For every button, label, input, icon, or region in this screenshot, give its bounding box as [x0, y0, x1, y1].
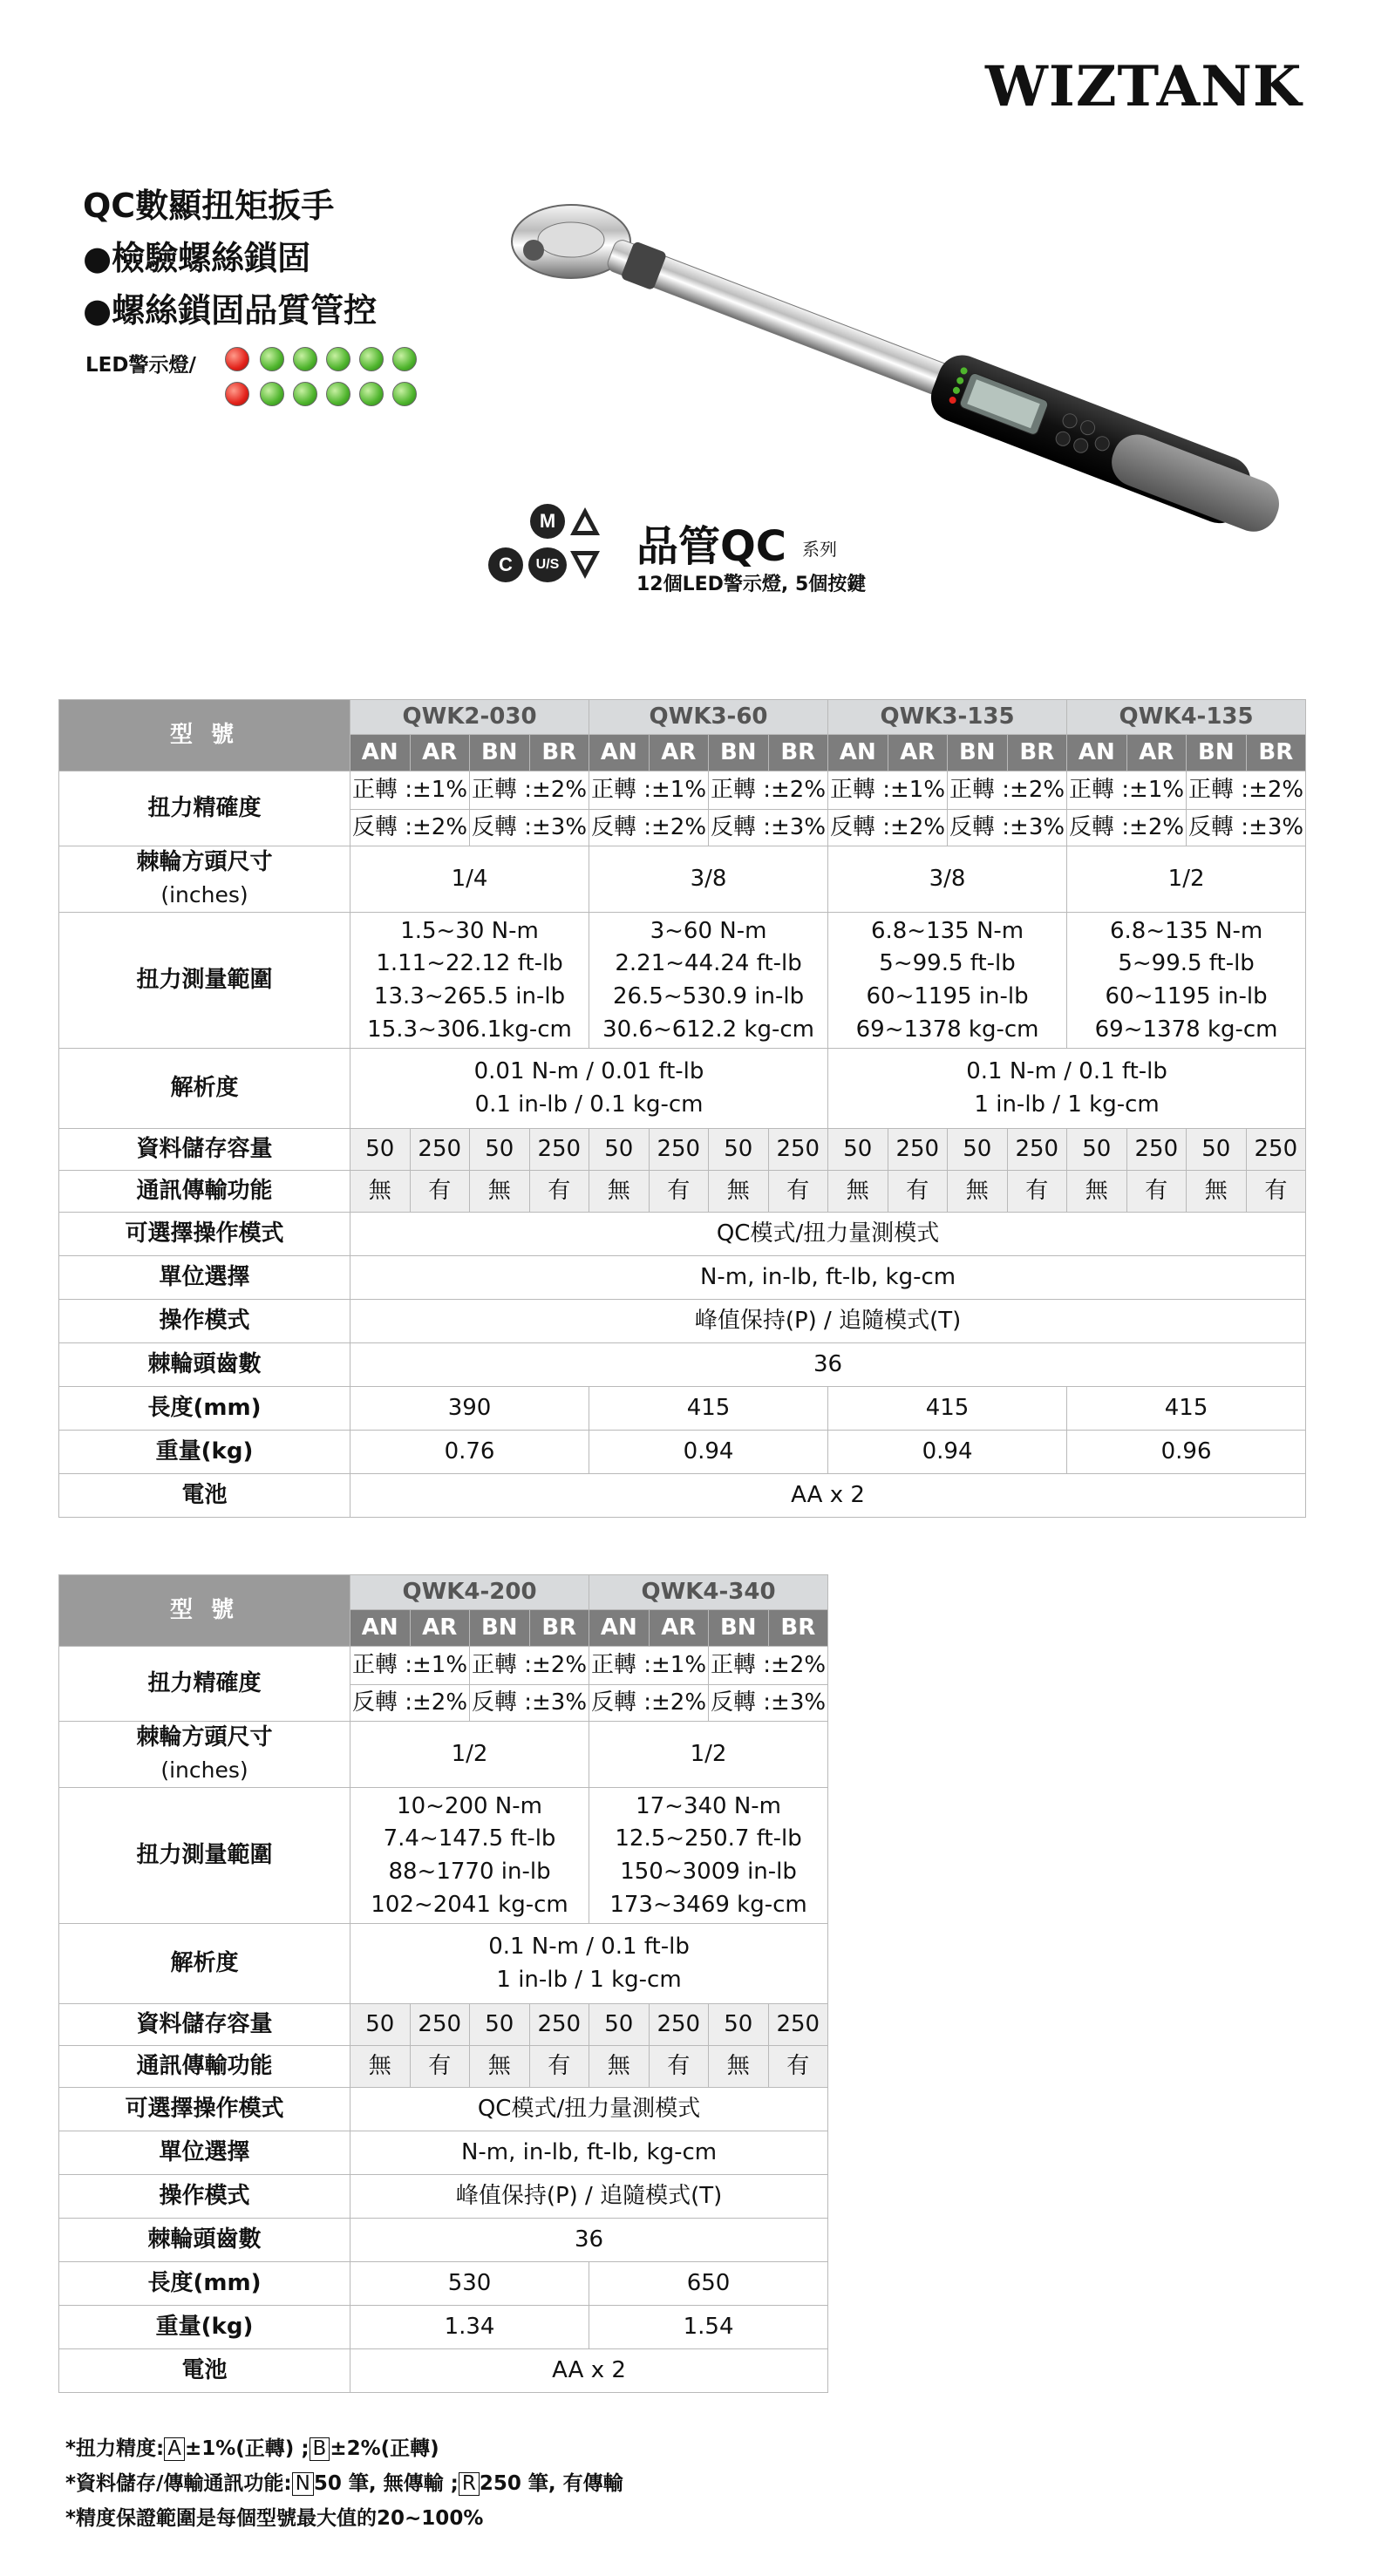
memory-cell: 250	[410, 2004, 470, 2046]
range-value: 3~60 N-m	[650, 917, 767, 944]
range-value: 1.11~22.12 ft-lb	[376, 950, 563, 977]
code-box: R	[459, 2472, 480, 2496]
memory-cell: 50	[350, 1129, 411, 1171]
resolution-cell	[350, 1924, 828, 2004]
model-header: 型 號	[59, 1575, 350, 1647]
variant-code: BR	[529, 1610, 589, 1647]
accuracy-cell: 反轉 :±2%	[350, 1685, 470, 1722]
row-label-drive-text: 棘輪方頭尺寸	[136, 1724, 273, 1750]
range-cell	[350, 1788, 589, 1924]
range-value: 1.5~30 N-m	[400, 917, 539, 944]
variant-code: BN	[470, 735, 530, 771]
range-value: 17~340 N-m	[636, 1792, 781, 1819]
range-value: 30.6~612.2 kg-cm	[602, 1016, 814, 1043]
accuracy-cell: 反轉 :±2%	[350, 810, 470, 846]
range-cell	[828, 913, 1067, 1049]
torque-wrench-image	[488, 187, 1369, 623]
code-box: A	[164, 2437, 185, 2461]
model-name: QWK4-200	[350, 1575, 589, 1610]
comm-cell: 無	[1187, 1171, 1247, 1213]
variant-code: AN	[589, 1610, 650, 1647]
row-label-op-mode: 操作模式	[59, 2175, 350, 2219]
variant-code: AR	[1126, 735, 1187, 771]
green-led-icon	[326, 347, 350, 371]
up-arrow-icon	[568, 506, 602, 537]
weight-cell: 1.34	[350, 2306, 589, 2349]
comm-cell: 有	[888, 1171, 948, 1213]
memory-cell: 250	[410, 1129, 470, 1171]
comm-cell: 有	[410, 1171, 470, 1213]
footnote-text: 250 筆, 有傳輸	[479, 2472, 623, 2495]
row-label-resolution: 解析度	[59, 1049, 350, 1129]
footnote-range: *精度保證範圍是每個型號最大值的20~100%	[65, 2507, 484, 2530]
us-button-icon: U/S	[528, 547, 567, 582]
accuracy-cell: 正轉 :±1%	[350, 771, 470, 810]
memory-cell: 50	[589, 1129, 650, 1171]
model-header: 型 號	[59, 700, 350, 771]
row-label-teeth: 棘輪頭齒數	[59, 2219, 350, 2262]
code-box: N	[292, 2472, 314, 2496]
accuracy-cell: 正轉 :±2%	[470, 1647, 589, 1685]
memory-cell: 50	[948, 1129, 1008, 1171]
model-name: QWK4-135	[1067, 700, 1306, 735]
footnote-text: *扭力精度:	[65, 2437, 165, 2460]
spec-table-1	[58, 699, 1306, 1518]
variant-code: AR	[410, 735, 470, 771]
memory-cell: 50	[828, 1129, 888, 1171]
resolution-value: 1 in-lb / 1 kg-cm	[496, 1966, 682, 1993]
variant-code: AR	[888, 735, 948, 771]
range-value: 69~1378 kg-cm	[855, 1016, 1039, 1043]
memory-cell: 250	[649, 2004, 709, 2046]
accuracy-cell: 反轉 :±3%	[1187, 810, 1306, 846]
row-label-units: 單位選擇	[59, 2131, 350, 2175]
memory-cell: 250	[768, 1129, 828, 1171]
weight-cell: 0.76	[350, 1431, 589, 1474]
comm-cell: 有	[649, 2046, 709, 2088]
accuracy-cell: 正轉 :±2%	[709, 1647, 828, 1685]
mode-select-cell: QC模式/扭力量測模式	[350, 2088, 828, 2131]
footnote-text: 50 筆, 無傳輸 ;	[313, 2472, 459, 2495]
range-value: 69~1378 kg-cm	[1094, 1016, 1278, 1043]
green-led-icon	[326, 382, 350, 406]
variant-code: BN	[470, 1610, 530, 1647]
accuracy-cell: 反轉 :±2%	[1067, 810, 1187, 846]
variant-code: BN	[709, 1610, 769, 1647]
comm-cell: 有	[768, 2046, 828, 2088]
length-cell: 390	[350, 1387, 589, 1431]
row-label-battery: 電池	[59, 2349, 350, 2393]
accuracy-cell: 反轉 :±2%	[589, 810, 709, 846]
variant-code: BN	[948, 735, 1008, 771]
drive-cell: 1/2	[1067, 846, 1306, 913]
brand-logo: WIZTANK	[985, 54, 1303, 119]
range-value: 88~1770 in-lb	[388, 1858, 551, 1885]
length-cell: 415	[1067, 1387, 1306, 1431]
variant-code: BR	[1007, 735, 1067, 771]
comm-cell: 無	[709, 1171, 769, 1213]
row-label-drive-unit: (inches)	[160, 881, 248, 907]
code-box: B	[310, 2437, 330, 2461]
comm-cell: 無	[350, 2046, 411, 2088]
down-arrow-icon	[568, 549, 602, 581]
drive-cell: 1/2	[589, 1722, 828, 1788]
red-led-icon	[225, 382, 249, 406]
op-mode-cell: 峰值保持(P) / 追隨模式(T)	[350, 2175, 828, 2219]
comm-cell: 有	[1126, 1171, 1187, 1213]
units-cell: N-m, in-lb, ft-lb, kg-cm	[350, 1256, 1306, 1300]
comm-cell: 無	[589, 1171, 650, 1213]
row-label-mode-select: 可選擇操作模式	[59, 2088, 350, 2131]
model-name: QWK2-030	[350, 700, 589, 735]
row-label-comm: 通訊傳輸功能	[59, 1171, 350, 1213]
accuracy-cell: 反轉 :±3%	[470, 1685, 589, 1722]
accuracy-cell: 反轉 :±3%	[709, 1685, 828, 1722]
accuracy-cell: 反轉 :±2%	[589, 1685, 709, 1722]
footnote-accuracy	[65, 2432, 439, 2461]
variant-code: AN	[589, 735, 650, 771]
comm-cell: 無	[589, 2046, 650, 2088]
accuracy-cell: 正轉 :±1%	[828, 771, 948, 810]
row-label-teeth: 棘輪頭齒數	[59, 1343, 350, 1387]
resolution-value: 0.01 N-m / 0.01 ft-lb	[473, 1058, 704, 1085]
resolution-value: 0.1 N-m / 0.1 ft-lb	[966, 1058, 1167, 1085]
memory-cell: 250	[529, 2004, 589, 2046]
model-name: QWK3-60	[589, 700, 828, 735]
range-value: 102~2041 kg-cm	[371, 1891, 568, 1918]
accuracy-cell: 正轉 :±2%	[948, 771, 1067, 810]
weight-cell: 0.94	[828, 1431, 1067, 1474]
memory-cell: 250	[768, 2004, 828, 2046]
comm-cell: 無	[470, 1171, 530, 1213]
resolution-value: 1 in-lb / 1 kg-cm	[974, 1091, 1160, 1118]
green-led-icon	[293, 347, 317, 371]
memory-cell: 250	[1126, 1129, 1187, 1171]
variant-code: AR	[410, 1610, 470, 1647]
row-label-range: 扭力測量範圍	[59, 1788, 350, 1924]
accuracy-cell: 反轉 :±2%	[828, 810, 948, 846]
row-label-accuracy: 扭力精確度	[59, 1647, 350, 1722]
comm-cell: 有	[1246, 1171, 1306, 1213]
memory-cell: 250	[529, 1129, 589, 1171]
comm-cell: 無	[470, 2046, 530, 2088]
row-label-comm: 通訊傳輸功能	[59, 2046, 350, 2088]
model-name: QWK3-135	[828, 700, 1067, 735]
weight-cell: 0.94	[589, 1431, 828, 1474]
memory-cell: 50	[589, 2004, 650, 2046]
accuracy-cell: 正轉 :±2%	[1187, 771, 1306, 810]
length-cell: 415	[828, 1387, 1067, 1431]
variant-code: AN	[828, 735, 888, 771]
footnote-text: ±2%(正轉)	[330, 2437, 439, 2460]
variant-code: BR	[529, 735, 589, 771]
resolution-value: 0.1 N-m / 0.1 ft-lb	[488, 1934, 690, 1961]
row-label-op-mode: 操作模式	[59, 1300, 350, 1343]
footnote-memory	[65, 2467, 623, 2496]
battery-cell: AA x 2	[350, 1474, 1306, 1518]
range-value: 6.8~135 N-m	[870, 917, 1024, 944]
memory-cell: 250	[888, 1129, 948, 1171]
green-led-icon	[359, 382, 384, 406]
variant-code: BR	[1246, 735, 1306, 771]
row-label-drive	[59, 1722, 350, 1788]
row-label-drive-text: 棘輪方頭尺寸	[136, 849, 273, 875]
green-led-icon	[392, 382, 417, 406]
range-value: 60~1195 in-lb	[866, 982, 1029, 1009]
variant-code: AR	[649, 1610, 709, 1647]
range-value: 13.3~265.5 in-lb	[373, 982, 566, 1009]
comm-cell: 無	[828, 1171, 888, 1213]
memory-cell: 50	[709, 1129, 769, 1171]
drive-cell: 1/4	[350, 846, 589, 913]
variant-code: AN	[1067, 735, 1127, 771]
row-label-range: 扭力測量範圍	[59, 913, 350, 1049]
variant-code: BN	[1187, 735, 1247, 771]
spec-table-2	[58, 1574, 828, 2393]
row-label-weight: 重量(kg)	[59, 2306, 350, 2349]
memory-cell: 250	[1007, 1129, 1067, 1171]
comm-cell: 有	[1007, 1171, 1067, 1213]
resolution-cell	[828, 1049, 1306, 1129]
range-value: 150~3009 in-lb	[620, 1858, 797, 1885]
comm-cell: 有	[649, 1171, 709, 1213]
teeth-cell: 36	[350, 2219, 828, 2262]
row-label-resolution: 解析度	[59, 1924, 350, 2004]
model-name: QWK4-340	[589, 1575, 828, 1610]
led-label: LED警示燈/	[85, 354, 196, 377]
row-label-length: 長度(mm)	[59, 1387, 350, 1431]
variant-code: BR	[768, 1610, 828, 1647]
feature-line-1: ●檢驗螺絲鎖固	[83, 239, 311, 277]
range-cell	[589, 913, 828, 1049]
range-value: 60~1195 in-lb	[1105, 982, 1268, 1009]
weight-cell: 1.54	[589, 2306, 828, 2349]
resolution-cell	[350, 1049, 828, 1129]
comm-cell: 無	[350, 1171, 411, 1213]
row-label-units: 單位選擇	[59, 1256, 350, 1300]
variant-code: AN	[350, 735, 411, 771]
row-label-drive	[59, 846, 350, 913]
variant-code: BN	[709, 735, 769, 771]
memory-cell: 50	[470, 1129, 530, 1171]
green-led-icon	[260, 382, 284, 406]
range-value: 12.5~250.7 ft-lb	[615, 1825, 802, 1852]
op-mode-cell: 峰值保持(P) / 追隨模式(T)	[350, 1300, 1306, 1343]
weight-cell: 0.96	[1067, 1431, 1306, 1474]
accuracy-cell: 反轉 :±3%	[709, 810, 828, 846]
footnote-text: ±1%(正轉) ;	[184, 2437, 310, 2460]
units-cell: N-m, in-lb, ft-lb, kg-cm	[350, 2131, 828, 2175]
range-cell	[589, 1788, 828, 1924]
row-label-length: 長度(mm)	[59, 2262, 350, 2306]
variant-code: BR	[768, 735, 828, 771]
accuracy-cell: 正轉 :±1%	[350, 1647, 470, 1685]
green-led-icon	[260, 347, 284, 371]
range-cell	[350, 913, 589, 1049]
memory-cell: 250	[649, 1129, 709, 1171]
qc-series-title: 品管QC	[636, 522, 787, 571]
comm-cell: 有	[529, 1171, 589, 1213]
range-value: 10~200 N-m	[397, 1792, 542, 1819]
row-label-mode-select: 可選擇操作模式	[59, 1213, 350, 1256]
drive-cell: 1/2	[350, 1722, 589, 1788]
range-value: 173~3469 kg-cm	[609, 1891, 807, 1918]
red-led-icon	[225, 347, 249, 371]
drive-cell: 3/8	[589, 846, 828, 913]
battery-cell: AA x 2	[350, 2349, 828, 2393]
footnote-text: *資料儲存/傳輸通訊功能:	[65, 2472, 292, 2495]
range-value: 5~99.5 ft-lb	[1118, 950, 1255, 977]
length-cell: 415	[589, 1387, 828, 1431]
row-label-drive-unit: (inches)	[160, 1757, 248, 1783]
range-cell	[1067, 913, 1306, 1049]
comm-cell: 無	[1067, 1171, 1127, 1213]
accuracy-cell: 正轉 :±1%	[589, 771, 709, 810]
c-button-icon: C	[488, 547, 523, 582]
memory-cell: 50	[1187, 1129, 1247, 1171]
range-value: 7.4~147.5 ft-lb	[383, 1825, 556, 1852]
memory-cell: 50	[350, 2004, 411, 2046]
accuracy-cell: 正轉 :±2%	[709, 771, 828, 810]
range-value: 26.5~530.9 in-lb	[612, 982, 805, 1009]
row-label-memory: 資料儲存容量	[59, 1129, 350, 1171]
row-label-weight: 重量(kg)	[59, 1431, 350, 1474]
m-button-icon: M	[530, 504, 565, 539]
qc-series-label: 系列	[802, 539, 837, 560]
range-value: 6.8~135 N-m	[1109, 917, 1263, 944]
accuracy-cell: 正轉 :±2%	[470, 771, 589, 810]
row-label-memory: 資料儲存容量	[59, 2004, 350, 2046]
range-value: 5~99.5 ft-lb	[879, 950, 1016, 977]
range-value: 15.3~306.1kg-cm	[367, 1016, 572, 1043]
variant-code: AN	[350, 1610, 411, 1647]
memory-cell: 50	[1067, 1129, 1127, 1171]
feature-line-2: ●螺絲鎖固品質管控	[83, 291, 378, 330]
comm-cell: 無	[948, 1171, 1008, 1213]
green-led-icon	[293, 382, 317, 406]
row-label-accuracy: 扭力精確度	[59, 771, 350, 846]
mode-select-cell: QC模式/扭力量測模式	[350, 1213, 1306, 1256]
length-cell: 530	[350, 2262, 589, 2306]
green-led-icon	[359, 347, 384, 371]
memory-cell: 50	[709, 2004, 769, 2046]
accuracy-cell: 反轉 :±3%	[470, 810, 589, 846]
variant-code: AR	[649, 735, 709, 771]
resolution-value: 0.1 in-lb / 0.1 kg-cm	[474, 1091, 704, 1118]
memory-cell: 50	[470, 2004, 530, 2046]
drive-cell: 3/8	[828, 846, 1067, 913]
comm-cell: 有	[410, 2046, 470, 2088]
accuracy-cell: 正轉 :±1%	[1067, 771, 1187, 810]
qc-series-subtitle: 12個LED警示燈, 5個按鍵	[636, 574, 867, 595]
accuracy-cell: 正轉 :±1%	[589, 1647, 709, 1685]
product-title: QC數顯扭矩扳手	[83, 187, 335, 225]
green-led-icon	[392, 347, 417, 371]
comm-cell: 有	[529, 2046, 589, 2088]
memory-cell: 250	[1246, 1129, 1306, 1171]
length-cell: 650	[589, 2262, 828, 2306]
comm-cell: 無	[709, 2046, 769, 2088]
teeth-cell: 36	[350, 1343, 1306, 1387]
comm-cell: 有	[768, 1171, 828, 1213]
led-indicator-group	[225, 347, 434, 417]
accuracy-cell: 反轉 :±3%	[948, 810, 1067, 846]
range-value: 2.21~44.24 ft-lb	[615, 950, 802, 977]
row-label-battery: 電池	[59, 1474, 350, 1518]
